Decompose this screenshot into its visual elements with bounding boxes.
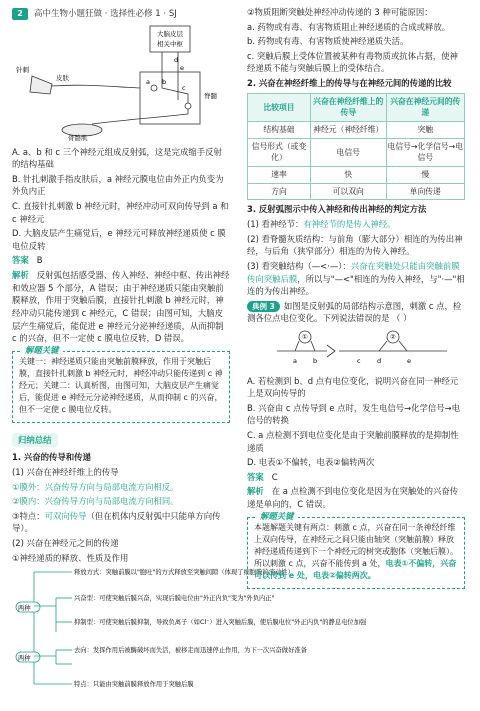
summary-sub-2: (2) 兴奋在神经元之间的传递 xyxy=(12,538,119,549)
table-row xyxy=(248,122,465,139)
q1-option-c: C. 直接针扎刺激 b 神经元时，神经冲动可双向传导到 a 和 c 神经元 xyxy=(12,201,229,224)
table-cell: 速率 xyxy=(248,167,311,184)
analysis-label: 解析 xyxy=(12,270,29,281)
fig3-meter-2: ② xyxy=(390,332,396,341)
r1-item-c: c. 突触后膜上受体位置被某种有毒物质或抗体占据，使神经递质不能与突触后膜上的受体结合。 xyxy=(247,50,458,74)
ex-option-a: A. 若检测到 b、d 点有电位变化，说明兴奋在同一神经元上是双向传导的 xyxy=(247,375,459,399)
table-header: 兴奋在神经元间的传递 xyxy=(386,93,464,121)
table-cell: 电信号 xyxy=(310,138,386,166)
right-column xyxy=(247,6,465,595)
summary-heading-1: 1. 兴奋的传导和传递 xyxy=(12,452,91,463)
tip-2-hl: 电表①不偏转，兴奋可以传到 e 处，电表②偏转两次。 xyxy=(254,558,457,580)
fig2-text-excite: 兴奋型：可使突触后膜兴奋，实现后膜电位由"外正内负"变为"外负内正" xyxy=(74,595,275,603)
tip-tag: 解题关键 xyxy=(21,344,63,357)
summary-sub-2-item: ①神经递质的释放、性质及作用 xyxy=(12,552,129,563)
r3-item-3-post: ，所以与"—<"相连的为传入神经，与"·—"相连的为传出神经。 xyxy=(247,273,465,297)
table-row xyxy=(248,167,465,184)
analysis-text: 反射弧包括感受器、传入神经、神经中枢、传出神经和效应器 5 个部分，A 错误；由于神经递质只能由突触前膜释放，作用于突触后膜，直接针扎刺激 b 神经元时，神经冲动只能传递到 c 神经元，C 错误；由图可知，大脑皮层产生痛觉后，能促进 e 神经元分泌神经递质，从而抑制 c 的兴奋，但不一定使 c 膜电位反转，D 错误。 xyxy=(12,270,230,344)
page-header xyxy=(12,6,177,22)
q1-option-a: A. a、b 和 c 三个神经元组成反射弧，这是完成缩手反射的结构基础 xyxy=(12,146,222,170)
example-question: 如图是反射弧的局部结构示意图，刺激 c 点，检测各位点电位变化。下列说法错误的是 （ ） xyxy=(247,300,462,324)
fig3-point-a: a xyxy=(293,356,297,365)
fig1-label-b: b xyxy=(162,78,167,86)
fig3-point-e: e xyxy=(407,356,411,365)
table-cell: 信号形式（或变化） xyxy=(248,138,311,166)
r3-item-2: (2) 看脊髓灰质结构：与前角（膨大部分）相连的为传出神经，与后角（狭窄部分）相连的为传入神经。 xyxy=(247,233,463,257)
ex-option-b: B. 兴奋由 c 点传导到 e 点时，发生电信号→化学信号→电信号的转换 xyxy=(247,402,461,426)
table-cell: 电信号→化学信号→电信号 xyxy=(386,138,464,166)
fig2-text-inhibit: 抑制型：可使突触后膜抑制，导致负离子（如Cl⁻）进入突触后膜，使后膜电位"外正内负"的静息电位加强 xyxy=(74,619,367,627)
transmitter-diagram xyxy=(12,566,367,690)
fig2-label-two-kinds: 两种 xyxy=(18,605,31,613)
answer-label: 答案 xyxy=(12,255,29,266)
feature-pre: ③特点： xyxy=(12,510,45,521)
answer-label: 答案 xyxy=(247,471,264,482)
table-row xyxy=(248,138,465,166)
fig2-text-feature: 特点：只能由突触前膜释放作用于突触后膜 xyxy=(74,681,194,689)
ex-answer-line xyxy=(247,471,465,484)
fig1-label-c: c xyxy=(182,84,186,92)
r3-item-1 xyxy=(247,218,465,231)
r2-heading: 2. 兴奋在神经纤维上的传导与在神经元间的传递的比较 xyxy=(247,78,452,89)
fig1-label-needle: 针刺 xyxy=(16,66,29,74)
tip-text-2 xyxy=(254,522,458,582)
fig1-label-a: a xyxy=(146,78,150,86)
r3-item-3-hl: 兴奋在突触处只能由突触前膜传向突触后膜 xyxy=(247,260,460,284)
comparison-table xyxy=(247,93,465,201)
fig1-label-e: e xyxy=(180,64,184,72)
summary-item-outer: ①膜外：兴奋传导方向与局部电流方向相反。 xyxy=(12,481,179,492)
tip-tag: 解题关键 xyxy=(256,510,298,523)
r1-heading: ②物质阻断突触处神经冲动传递的 3 种可能原因： xyxy=(247,7,433,17)
table-cell: 可以双向 xyxy=(310,183,386,200)
table-cell: 突触 xyxy=(386,122,464,139)
fig3-point-d: d xyxy=(377,356,382,365)
example-tag: 典例 3 xyxy=(247,301,280,312)
fig1-label-muscle: 骨骼肌 xyxy=(68,134,88,142)
feature-post: （但在机体内反射弧中只能单方向传导）。 xyxy=(12,510,221,534)
fig2-text-release: 释放方式：突触前膜以"胞吐"的方式释放至突触间隙（体现了细胞膜的流动性） xyxy=(74,569,294,577)
answer-value: B xyxy=(36,255,43,266)
ex-option-c: C. a 点检测不到电位变化是由于突触前膜释放的是抑制性递质 xyxy=(247,430,459,453)
q1-option-b: B. 针扎刺激手指皮肤后，a 神经元膜电位由外正内负变为外负内正 xyxy=(12,173,224,197)
neuron-figure xyxy=(247,327,465,371)
reflex-arc-figure xyxy=(12,24,230,142)
fig2-text-fate: 去向：发挥作用后被酶破坏而失活，被移走而迅速停止作用，为下一次兴奋做好准备 xyxy=(74,647,307,655)
fig2-label-two-kinds-2: 两种 xyxy=(18,655,31,663)
table-header: 比较项目 xyxy=(248,93,311,121)
analysis-text: 在 a 点检测不到电位变化是因为在突触处的兴奋传递是单向的，C 错误。 xyxy=(247,486,459,510)
r3-heading: 3. 反射弧图示中传入神经和传出神经的判定方法 xyxy=(247,204,427,215)
q1-answer-line xyxy=(12,254,230,267)
fig1-label-d: d xyxy=(174,56,179,64)
r1-item-a: a. 药物或有毒、有害物质阻止神经递质的合成或释放。 xyxy=(247,21,451,32)
tip-box-2 xyxy=(247,510,465,589)
tip-box-1 xyxy=(12,344,230,423)
table-row xyxy=(248,183,465,200)
analysis-label: 解析 xyxy=(247,486,264,497)
fig3-meter-1: ① xyxy=(302,332,308,341)
table-cell: 结构基础 xyxy=(248,122,311,139)
r3-item-3-pre: (3) 看突触结构（—<·—）： xyxy=(247,260,351,271)
summary-sub-1: (1) 兴奋在神经纤维上的传导 xyxy=(12,466,119,477)
fig1-label-center: 相关中枢 xyxy=(157,40,183,48)
fig3-point-c: c xyxy=(357,356,361,365)
feature-hl: 可双向传导 xyxy=(44,510,87,521)
q1-analysis xyxy=(12,269,230,345)
book-title: 高中生物小题狂做 · 选择性必修 1 · SJ xyxy=(34,8,177,19)
q1-option-d: D. 大脑皮层产生痛觉后，e 神经元可释放神经递质使 c 膜电位反转 xyxy=(12,228,226,251)
fig1-label-skin: 皮肤 xyxy=(56,74,69,82)
answer-value: C xyxy=(271,471,278,482)
table-cell: 慢 xyxy=(386,167,464,184)
fig3-point-b: b xyxy=(313,356,318,365)
r3-item-1-hl: 有神经节的是传入神经。 xyxy=(303,219,396,230)
table-header: 兴奋在神经纤维上的传导 xyxy=(310,93,386,121)
summary-item-feature xyxy=(12,510,230,535)
ex-option-d: D. 电表①不偏转，电表②偏转两次 xyxy=(247,457,375,468)
table-cell: 神经元（神经纤维） xyxy=(310,122,386,139)
table-cell: 方向 xyxy=(248,183,311,200)
fig1-label-cortex: 大脑皮层 xyxy=(157,30,183,38)
table-cell: 快 xyxy=(310,167,386,184)
r3-item-1-pre: (1) 看神经节： xyxy=(247,219,304,230)
summary-tag: 归纳总结 xyxy=(12,433,58,448)
tip-2-pre: 本题解题关键有两点：刺激 c 点，兴奋在同一条神经纤维上双向传导，在神经元之间只能由轴突（突触前膜）释放神经递质传递到下一个神经元的树突或胞体（突触后膜）。所以刺激 c 点，兴奋不能传到 a 处， xyxy=(254,522,458,568)
summary-item-inner: ②膜内：兴奋传导方向与局部电流方向相同。 xyxy=(12,496,179,507)
table-cell: 单向传递 xyxy=(386,183,464,200)
fig1-label-spinal: 脊髓 xyxy=(204,92,217,100)
r1-item-b: b. 药物或有毒、有害物质使神经递质失活。 xyxy=(247,36,409,47)
tip-text: 关键一：神经递质只能由突触前膜释放，作用于突触后膜，直接针扎刺激 b 神经元时，神经冲动只能传递到 c 神经元；关键二：认真析图，由图可知，大脑皮层产生痛觉后，能促进 e 神经元分泌神经递质，从而抑制 c 的兴奋，但不一定使 c 膜电位反转。 xyxy=(19,356,223,414)
example-3 xyxy=(247,300,465,325)
page-number: 2 xyxy=(12,8,28,20)
r3-item-3 xyxy=(247,260,465,298)
ex-analysis xyxy=(247,485,465,510)
